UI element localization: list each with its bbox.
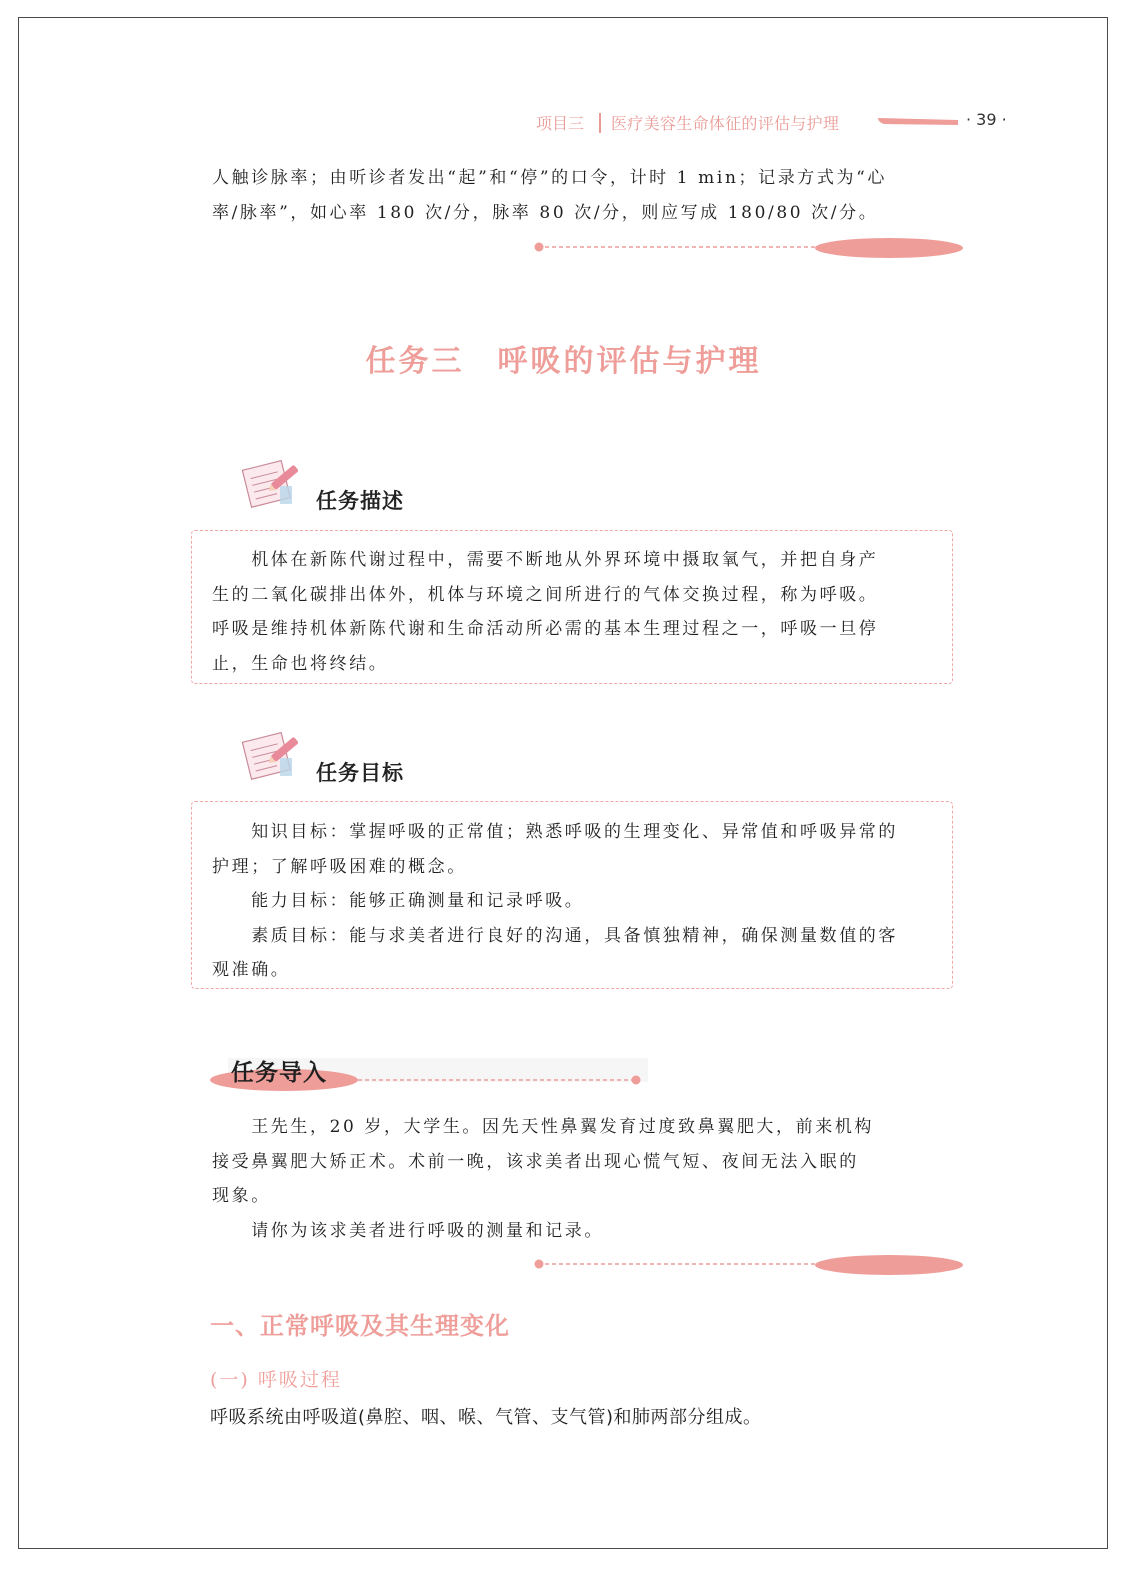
intro-line: 人触诊脉率；由听诊者发出“起”和“停”的口令，计时 1 min；记录方式为“心 (212, 168, 887, 188)
section-label-description: 任务描述 (316, 489, 404, 513)
section-label-goals: 任务目标 (316, 761, 404, 785)
page-number: · 39 · (966, 110, 1007, 129)
description-line: 止，生命也将终结。 (212, 653, 389, 674)
intro-paragraph (212, 161, 942, 230)
goals-line: 能力目标：能够正确测量和记录呼吸。 (212, 891, 585, 911)
divider-decoration (533, 1252, 965, 1278)
import-line: 接受鼻翼肥大矫正术。术前一晚，该求美者出现心慌气短、夜间无法入眠的 (212, 1151, 859, 1172)
task-title: 任务三 呼吸的评估与护理 (365, 344, 762, 379)
subsection-heading: (一) 呼吸过程 (210, 1369, 342, 1391)
header-chapter: 项目三 (536, 114, 585, 133)
header-chapter-title: 医疗美容生命体征的评估与护理 (611, 114, 840, 133)
goals-line: 观准确。 (212, 960, 291, 980)
description-line: 生的二氧化碳排出体外，机体与环境之间所进行的气体交换过程，称为呼吸。 (212, 584, 879, 605)
header-separator (599, 113, 601, 133)
goals-line: 护理；了解呼吸困难的概念。 (212, 856, 467, 877)
goals-line: 知识目标：掌握呼吸的正常值；熟悉呼吸的生理变化、异常值和呼吸异常的 (212, 822, 898, 842)
section-heading: 一、正常呼吸及其生理变化 (210, 1311, 510, 1340)
import-line: 王先生，20 岁，大学生。因先天性鼻翼发育过度致鼻翼肥大，前来机构 (212, 1117, 875, 1137)
import-line: 请你为该求美者进行呼吸的测量和记录。 (212, 1220, 604, 1241)
goals-text (212, 815, 942, 988)
section-text: 呼吸系统由呼吸道(鼻腔、咽、喉、气管、支气管)和肺两部分组成。 (210, 1407, 762, 1428)
section-label-import: 任务导入 (231, 1060, 327, 1086)
notebook-pencil-icon (240, 724, 304, 782)
divider-decoration (533, 235, 965, 261)
goals-line: 素质目标：能与求美者进行良好的沟通，具备慎独精神，确保测量数值的客 (212, 925, 898, 946)
notebook-pencil-icon (240, 452, 304, 510)
header-decor-bar (878, 114, 958, 128)
description-line: 呼吸是维持机体新陈代谢和生命活动所必需的基本生理过程之一，呼吸一旦停 (212, 619, 879, 639)
intro-line: 率/脉率”，如心率 180 次/分，脉率 80 次/分，则应写成 180/80 次/分。 (212, 202, 879, 223)
description-line: 机体在新陈代谢过程中，需要不断地从外界环境中摄取氧气，并把自身产 (212, 550, 879, 570)
description-text (212, 543, 942, 681)
import-text (212, 1110, 942, 1248)
import-line: 现象。 (212, 1186, 271, 1206)
